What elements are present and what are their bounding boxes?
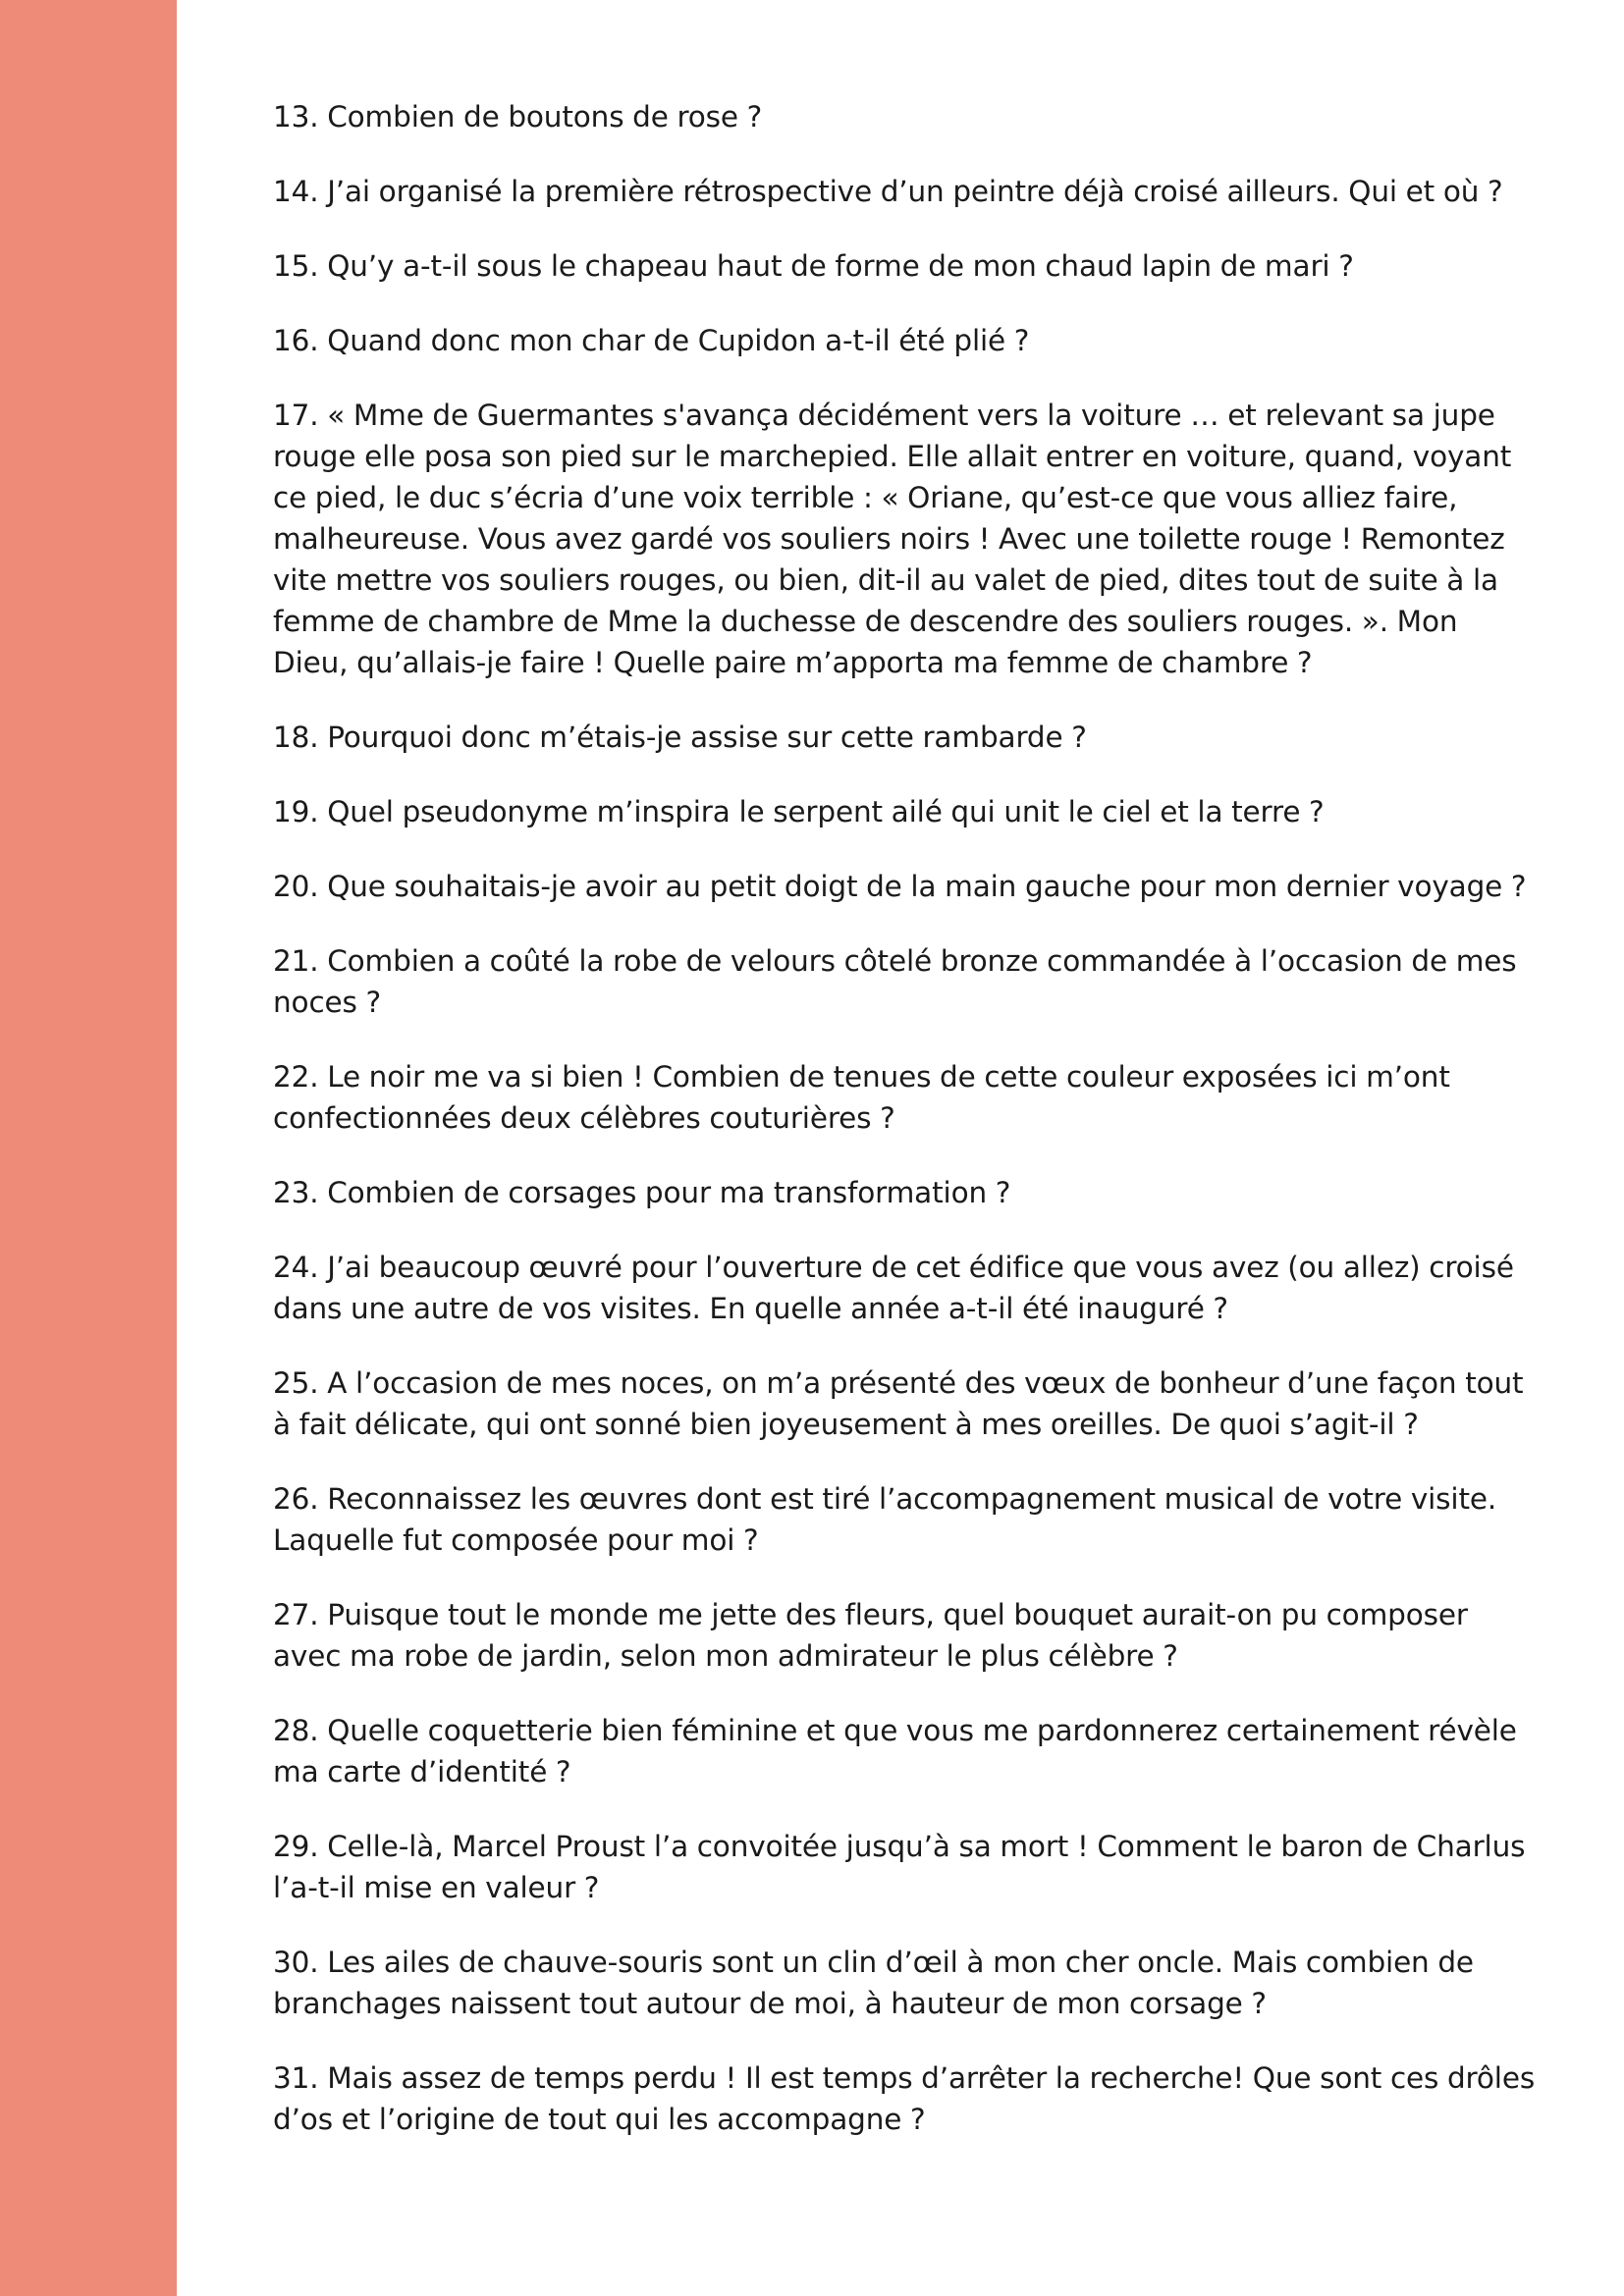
question-24: 24. J’ai beaucoup œuvré pour l’ouverture de cet édifice que vous avez (ou allez) croisé dans une autre de vos visites. En quelle année a-t-il été inauguré ?	[273, 1251, 1514, 1325]
question-13: 13. Combien de boutons de rose ?	[273, 100, 763, 133]
question-21: 21. Combien a coûté la robe de velours côtelé bronze commandée à l’occasion de mes noces ?	[273, 944, 1517, 1019]
question-22: 22. Le noir me va si bien ! Combien de tenues de cette couleur exposées ici m’ont confectionnées deux célèbres couturières ?	[273, 1060, 1450, 1135]
question-14: 14. J’ai organisé la première rétrospective d’un peintre déjà croisé ailleurs. Qui et où ?	[273, 175, 1503, 208]
question-28: 28. Quelle coquetterie bien féminine et que vous me pardonnerez certainement révèle ma carte d’identité ?	[273, 1714, 1517, 1789]
question-15: 15. Qu’y a-t-il sous le chapeau haut de forme de mon chaud lapin de mari ?	[273, 249, 1354, 283]
question-20: 20. Que souhaitais-je avoir au petit doigt de la main gauche pour mon dernier voyage ?	[273, 870, 1527, 903]
question-25: 25. A l’occasion de mes noces, on m’a présenté des vœux de bonheur d’une façon tout à fait délicate, qui ont sonné bien joyeusement à mes oreilles. De quoi s’agit-il ?	[273, 1366, 1524, 1441]
side-color-band	[0, 0, 177, 2296]
question-list	[273, 96, 1540, 2173]
question-29: 29. Celle-là, Marcel Proust l’a convoitée jusqu’à sa mort ! Comment le baron de Charlus l’a-t-il mise en valeur ?	[273, 1830, 1526, 1904]
question-23: 23. Combien de corsages pour ma transformation ?	[273, 1176, 1011, 1209]
question-31: 31. Mais assez de temps perdu ! Il est temps d’arrêter la recherche! Que sont ces drôles d’os et l’origine de tout qui les accompagne ?	[273, 2061, 1536, 2136]
question-17: 17. « Mme de Guermantes s'avança décidément vers la voiture … et relevant sa jupe rouge elle posa son pied sur le marchepied. Elle allait entrer en voiture, quand, voyant ce pied, le duc s’écria d’une voix terrible : « Oriane, qu’est-ce que vous alliez faire, malheureuse. Vous avez gardé vos souliers noirs ! Avec une toilette rouge ! Remontez vite mettre vos souliers rouges, ou bien, dit-il au valet de pied, dites tout de suite à la femme de chambre de Mme la duchesse de descendre des souliers rouges. ». Mon Dieu, qu’allais-je faire ! Quelle paire m’apporta ma femme de chambre ?	[273, 399, 1512, 679]
question-16: 16. Quand donc mon char de Cupidon a-t-il été plié ?	[273, 324, 1030, 357]
question-19: 19. Quel pseudonyme m’inspira le serpent ailé qui unit le ciel et la terre ?	[273, 795, 1325, 828]
question-18: 18. Pourquoi donc m’étais-je assise sur cette rambarde ?	[273, 721, 1087, 754]
question-27: 27. Puisque tout le monde me jette des fleurs, quel bouquet aurait-on pu composer avec ma robe de jardin, selon mon admirateur le plus célèbre ?	[273, 1598, 1468, 1673]
question-26: 26. Reconnaissez les œuvres dont est tiré l’accompagnement musical de votre visite. Laquelle fut composée pour moi ?	[273, 1482, 1497, 1557]
question-30: 30. Les ailes de chauve-souris sont un clin d’œil à mon cher oncle. Mais combien de branchages naissent tout autour de moi, à hauteur de mon corsage ?	[273, 1946, 1474, 2020]
